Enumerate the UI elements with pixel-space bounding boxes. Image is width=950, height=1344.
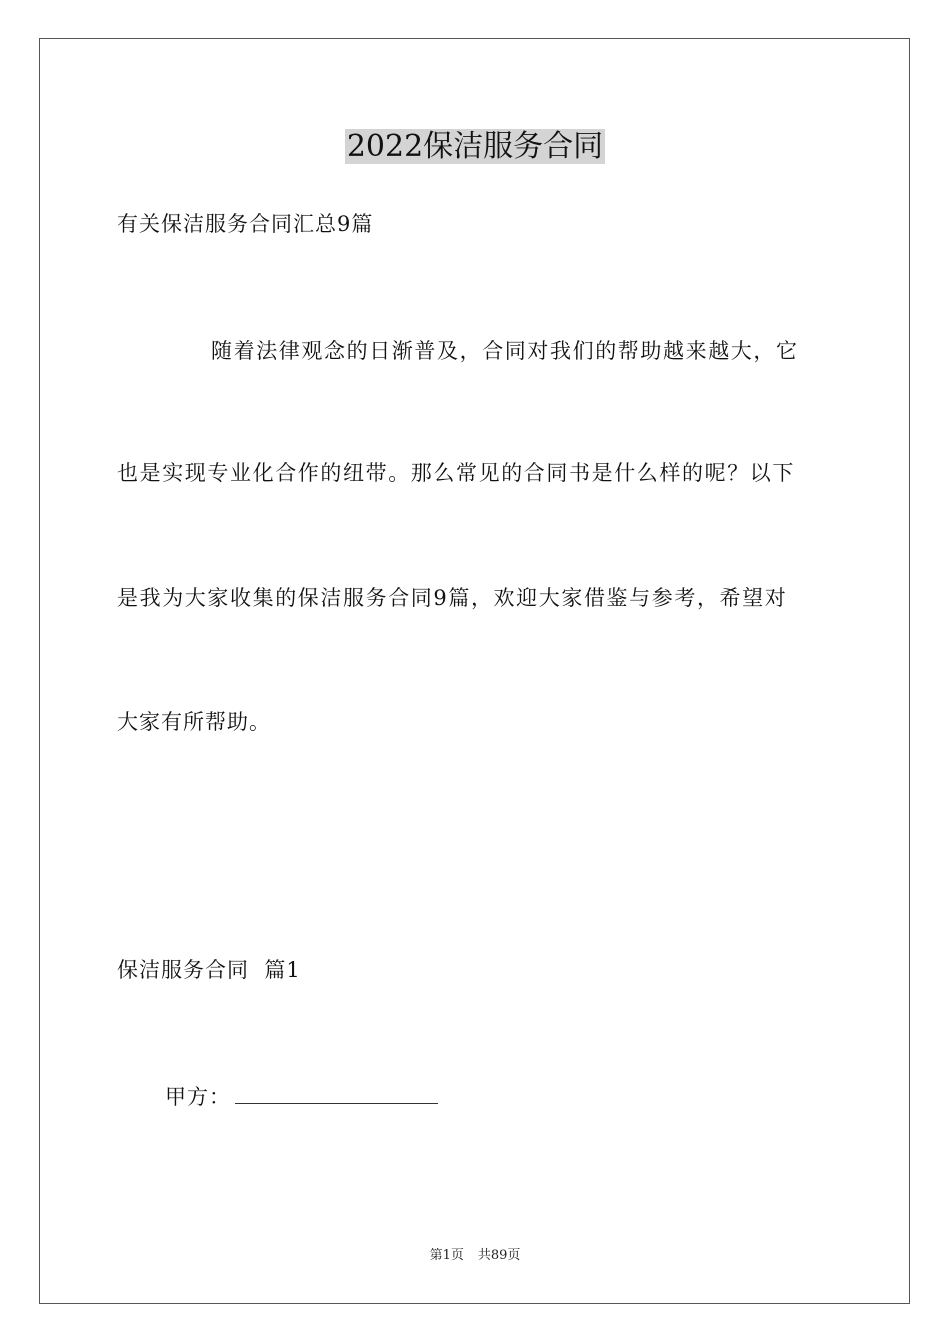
document-title <box>0 126 950 168</box>
intro-line-3: 是我为大家收集的保洁服务合同9篇，欢迎大家借鉴与参考，希望对 <box>117 586 788 610</box>
document-title-text: 2022保洁服务合同 <box>346 129 604 164</box>
page-footer <box>0 1247 950 1265</box>
party-a-blank <box>235 1081 438 1104</box>
page-number-current: 第1页 <box>429 1248 464 1263</box>
document-subtitle: 有关保洁服务合同汇总9篇 <box>117 212 374 236</box>
page-number-total: 共89页 <box>477 1248 521 1263</box>
party-a-field <box>165 1081 438 1112</box>
section-heading: 保洁服务合同 篇1 <box>117 958 301 982</box>
party-a-label: 甲方： <box>165 1085 231 1109</box>
intro-line-4: 大家有所帮助。 <box>117 710 271 734</box>
intro-line-2: 也是实现专业化合作的纽带。那么常见的合同书是什么样的呢？以下 <box>117 461 795 485</box>
intro-line-1: 随着法律观念的日渐普及，合同对我们的帮助越来越大，它 <box>211 339 799 363</box>
